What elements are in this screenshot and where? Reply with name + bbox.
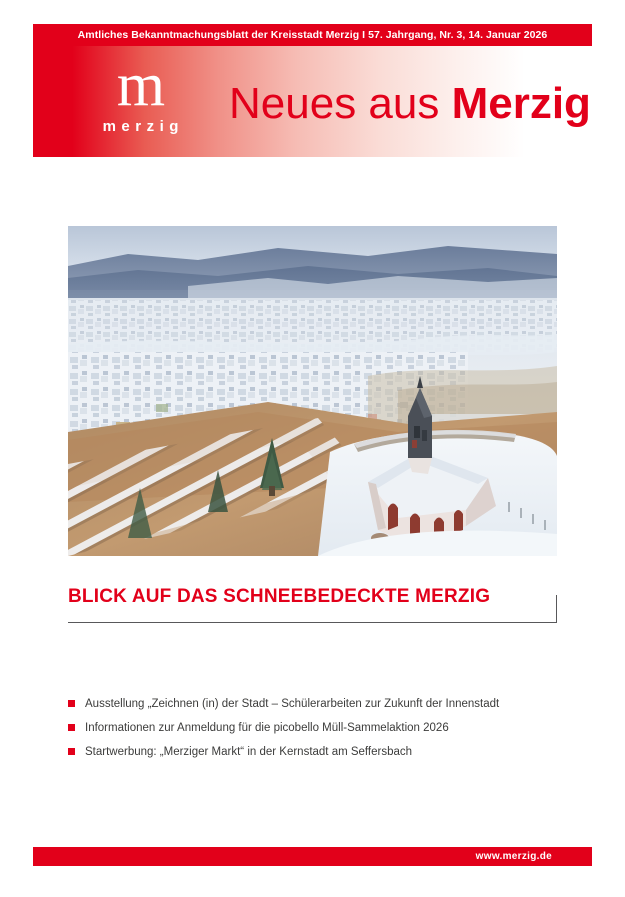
brand-gradient-block xyxy=(33,46,592,157)
teaser-list xyxy=(68,697,568,769)
headline-end-tick xyxy=(556,595,557,623)
list-item[interactable] xyxy=(68,697,568,711)
page-title xyxy=(229,79,591,128)
cover-headline-text: BLICK AUF DAS SCHNEEBEDECKTE MERZIG xyxy=(68,586,491,607)
list-item-label: Informationen zur Anmeldung für die picobello Müll-Sammelaktion 2026 xyxy=(85,722,449,734)
masthead-notice: Amtliches Bekanntmachungsblatt der Kreisstadt Merzig I 57. Jahrgang, Nr. 3, 14. Januar 2026 xyxy=(77,28,548,41)
square-bullet-icon xyxy=(68,748,75,755)
masthead-bar xyxy=(33,24,592,46)
logo-wordmark: merzig xyxy=(102,117,184,135)
website-url[interactable]: www.merzig.de xyxy=(475,850,552,862)
page-title-bold: Merzig xyxy=(451,79,591,128)
cover-photo xyxy=(68,226,557,556)
cover-photo-illustration xyxy=(68,226,557,556)
logo-m-glyph: m xyxy=(116,51,165,119)
headline-rule xyxy=(68,622,557,623)
list-item-label: Startwerbung: „Merziger Markt“ in der Kernstadt am Seffersbach xyxy=(85,746,413,758)
page-title-light: Neues aus xyxy=(229,79,452,128)
list-item[interactable] xyxy=(68,745,568,759)
footer-bar xyxy=(33,847,592,866)
list-item-label: Ausstellung „Zeichnen (in) der Stadt – Schülerarbeiten zur Zukunft der Innenstadt xyxy=(85,698,500,710)
merzig-logo xyxy=(73,51,208,135)
square-bullet-icon xyxy=(68,700,75,707)
cover-headline xyxy=(68,585,557,623)
square-bullet-icon xyxy=(68,724,75,731)
list-item[interactable] xyxy=(68,721,568,735)
